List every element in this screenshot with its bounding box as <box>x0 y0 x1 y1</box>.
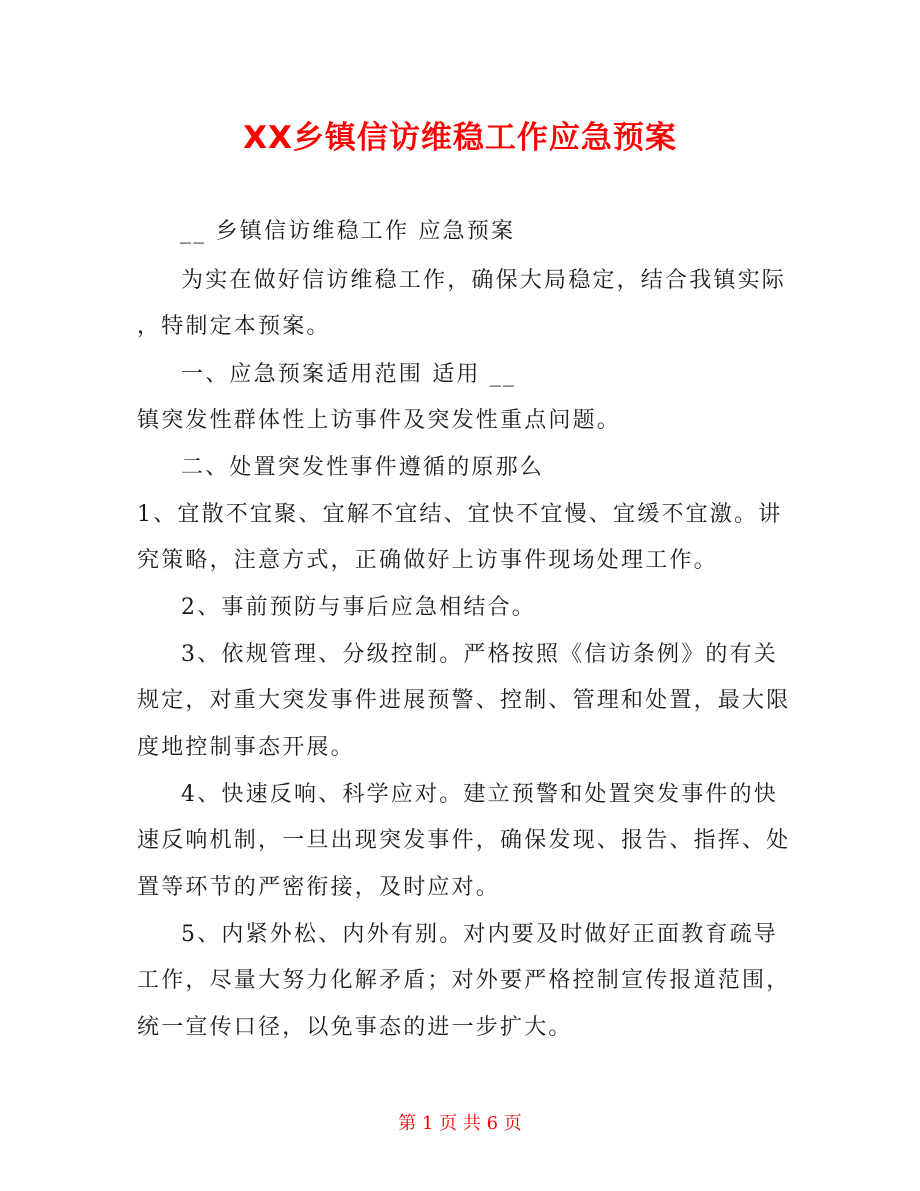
body-line: 4、快速反响、科学应对。建立预警和处置突发事件的快 <box>181 782 778 807</box>
body-line: 3、依规管理、分级控制。严格按照《信访条例》的有关 <box>181 642 778 667</box>
body-line: 规定，对重大突发事件进展预警、控制、管理和处置，最大限 <box>137 688 791 713</box>
section-heading: 二、处置突发性事件遵循的原那么 <box>181 455 545 480</box>
body-line: 度地控制事态开展。 <box>137 735 355 760</box>
body-line: 1、宜散不宜聚、宜解不宜结、宜快不宜慢、宜缓不宜激。讲 <box>137 502 783 527</box>
body-line: 2、事前预防与事后应急相结合。 <box>181 595 536 620</box>
body-line: 速反响机制，一旦出现突发事件，确保发现、报告、指挥、处 <box>137 828 791 853</box>
body-line: 为实在做好信访维稳工作，确保大局稳定，结合我镇实际 <box>181 268 787 293</box>
body-line: 工作，尽量大努力化解矛盾；对外要严格控制宣传报道范围， <box>137 968 791 993</box>
body-line: 置等环节的严密衔接，及时应对。 <box>137 875 501 900</box>
document-title: XX乡镇信访维稳工作应急预案 <box>243 120 677 156</box>
body-line: 5、内紧外松、内外有别。对内要及时做好正面教育疏导 <box>181 922 778 947</box>
page-number-footer: 第 1 页 共 6 页 <box>398 1113 522 1134</box>
body-line: ，特制定本预案。 <box>137 314 331 339</box>
body-line: 究策略，注意方式，正确做好上访事件现场处理工作。 <box>137 548 718 573</box>
section-heading: 一、应急预案适用范围 适用 __ <box>181 362 517 387</box>
body-line: __ 乡镇信访维稳工作 应急预案 <box>180 219 516 244</box>
body-line: 镇突发性群体性上访事件及突发性重点问题。 <box>137 408 622 433</box>
body-line: 统一宣传口径，以免事态的进一步扩大。 <box>137 1015 573 1040</box>
